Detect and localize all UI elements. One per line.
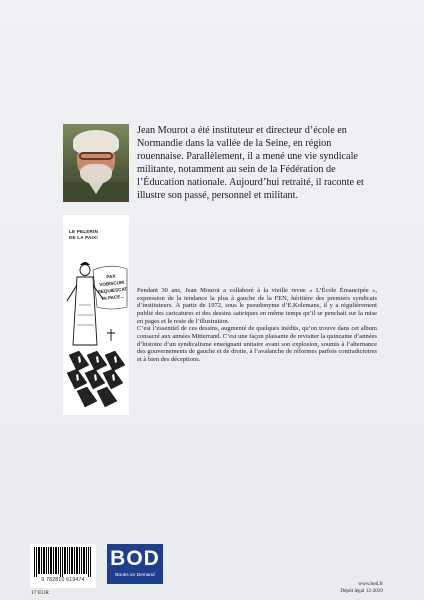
description-paragraph-1: Pendant 30 ans, Jean Mourot a collaboré à la vieille revue « L’École Émancipée », expression de la tendance la plus à gauche de la FEN, héritière des premiers syndicats d’instituteurs. À partir de 1972, sous le pseudonyme d’E.Kolemans, il y a régulièrement publié des caricatures et des dessins satiriques en même temps qu’il se penchait sur la mise en pages et le reste de l’illustration. [137, 287, 377, 325]
legal-deposit: Dépôt légal 12-2010 [340, 588, 383, 594]
publisher-logo-mark: BOD [110, 547, 160, 570]
publisher-logo [107, 544, 163, 584]
isbn-barcode [30, 544, 96, 588]
description-paragraph-2: C’est l’essentiel de ces dessins, augmenté de quelques inédits, qu’on trouve dans cet album consacré aux années Mitterrand. C’est une façon plaisante de revisiter la quinzaine d’années d’histoire d’un syndicalisme enseignant unitaire avant son explosion, soumis à l’alternance des gouvernements de gauche et de droite, à l’avalanche de réformes parfois contradictoires et à bien des déceptions. [137, 325, 377, 363]
publisher-logo-subtitle: Books on Demand [115, 573, 155, 578]
cartoon-drawing [63, 215, 129, 415]
cartoon-speech: PAX VOBISCUM REQUIESCAT IN PACE... [97, 273, 128, 302]
publisher-website[interactable]: www.bod.fr [358, 581, 383, 587]
author-photo [63, 124, 129, 202]
cartoon-title: LE PELERIN DE LA PAIX! [69, 229, 99, 240]
price: 17 EUR [31, 590, 49, 596]
author-bio: Jean Mourot a été instituteur et directeur d’école en Normandie dans la vallée de la Seine, en région rouennaise. Parallèlement, il a mené une vie syndicale militante, notamment au sein de la Fédération de l’Éducation nationale. Aujourd’hui retraité, il raconte et illustre son passé, personnel et militant. [137, 125, 364, 201]
cartoon-illustration [63, 215, 129, 415]
barcode-icon [33, 547, 93, 577]
isbn-number: 9 782810 619474 [41, 577, 85, 583]
book-description [137, 287, 377, 364]
